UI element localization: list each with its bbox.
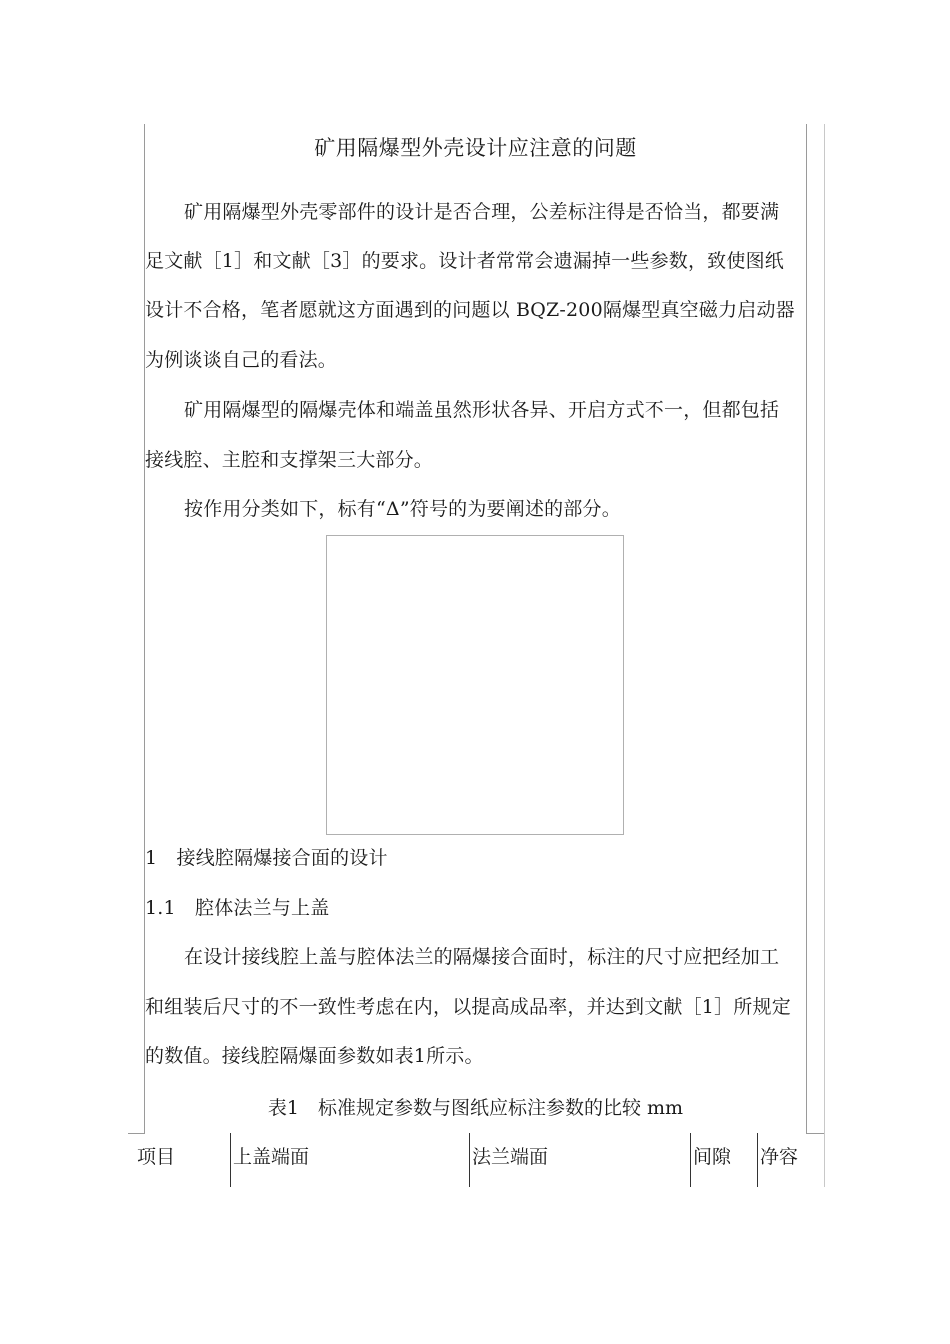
table-column-divider — [757, 1133, 758, 1187]
paragraph-1-line-1: 矿用隔爆型外壳零部件的设计是否合理，公差标注得是否恰当，都要满 — [184, 201, 780, 223]
right-corner-tick — [806, 1133, 824, 1134]
table-header-cell: 上盖端面 — [233, 1146, 310, 1168]
paragraph-1-line-3: 设计不合格，笔者愿就这方面遇到的问题以 BQZ-200隔爆型真空磁力启动器 — [145, 299, 795, 321]
paragraph-2-line-1: 矿用隔爆型的隔爆壳体和端盖虽然形状各异、开启方式不一，但都包括 — [184, 399, 780, 421]
paragraph-4-line-2: 和组装后尺寸的不一致性考虑在内，以提高成品率，并达到文献［1］所规定 — [145, 996, 791, 1018]
paragraph-4-line-3: 的数值。接线腔隔爆面参数如表1所示。 — [145, 1045, 484, 1067]
table-header-cell: 法兰端面 — [472, 1146, 549, 1168]
left-corner-tick — [128, 1133, 144, 1134]
paragraph-1-line-4: 为例谈谈自己的看法。 — [145, 349, 338, 371]
paragraph-1-line-2: 足文献［1］和文献［3］的要求。设计者常常会遗漏掉一些参数，致使图纸 — [145, 250, 784, 272]
table-header-cell: 项目 — [137, 1146, 176, 1168]
table-column-divider — [230, 1133, 231, 1187]
table-column-divider — [690, 1133, 691, 1187]
figure-placeholder — [326, 535, 624, 835]
table-column-divider — [469, 1133, 470, 1187]
right-margin-line — [806, 124, 807, 1134]
section-heading-1: 1 接线腔隔爆接合面的设计 — [145, 847, 388, 869]
table-caption: 表1 标准规定参数与图纸应标注参数的比较 mm — [267, 1097, 684, 1119]
left-margin-line — [144, 124, 145, 1134]
right-outer-line — [824, 124, 825, 1187]
table-header-cell: 间隙 — [693, 1146, 732, 1168]
paragraph-3-line-1: 按作用分类如下，标有“Δ”符号的为要阐述的部分。 — [184, 498, 621, 520]
section-heading-1-1: 1.1 腔体法兰与上盖 — [145, 897, 330, 919]
paragraph-2-line-2: 接线腔、主腔和支撑架三大部分。 — [145, 449, 434, 471]
table-header-cell: 净容 — [760, 1146, 799, 1168]
paragraph-4-line-1: 在设计接线腔上盖与腔体法兰的隔爆接合面时，标注的尺寸应把经加工 — [184, 946, 780, 968]
page-title: 矿用隔爆型外壳设计应注意的问题 — [314, 136, 637, 160]
